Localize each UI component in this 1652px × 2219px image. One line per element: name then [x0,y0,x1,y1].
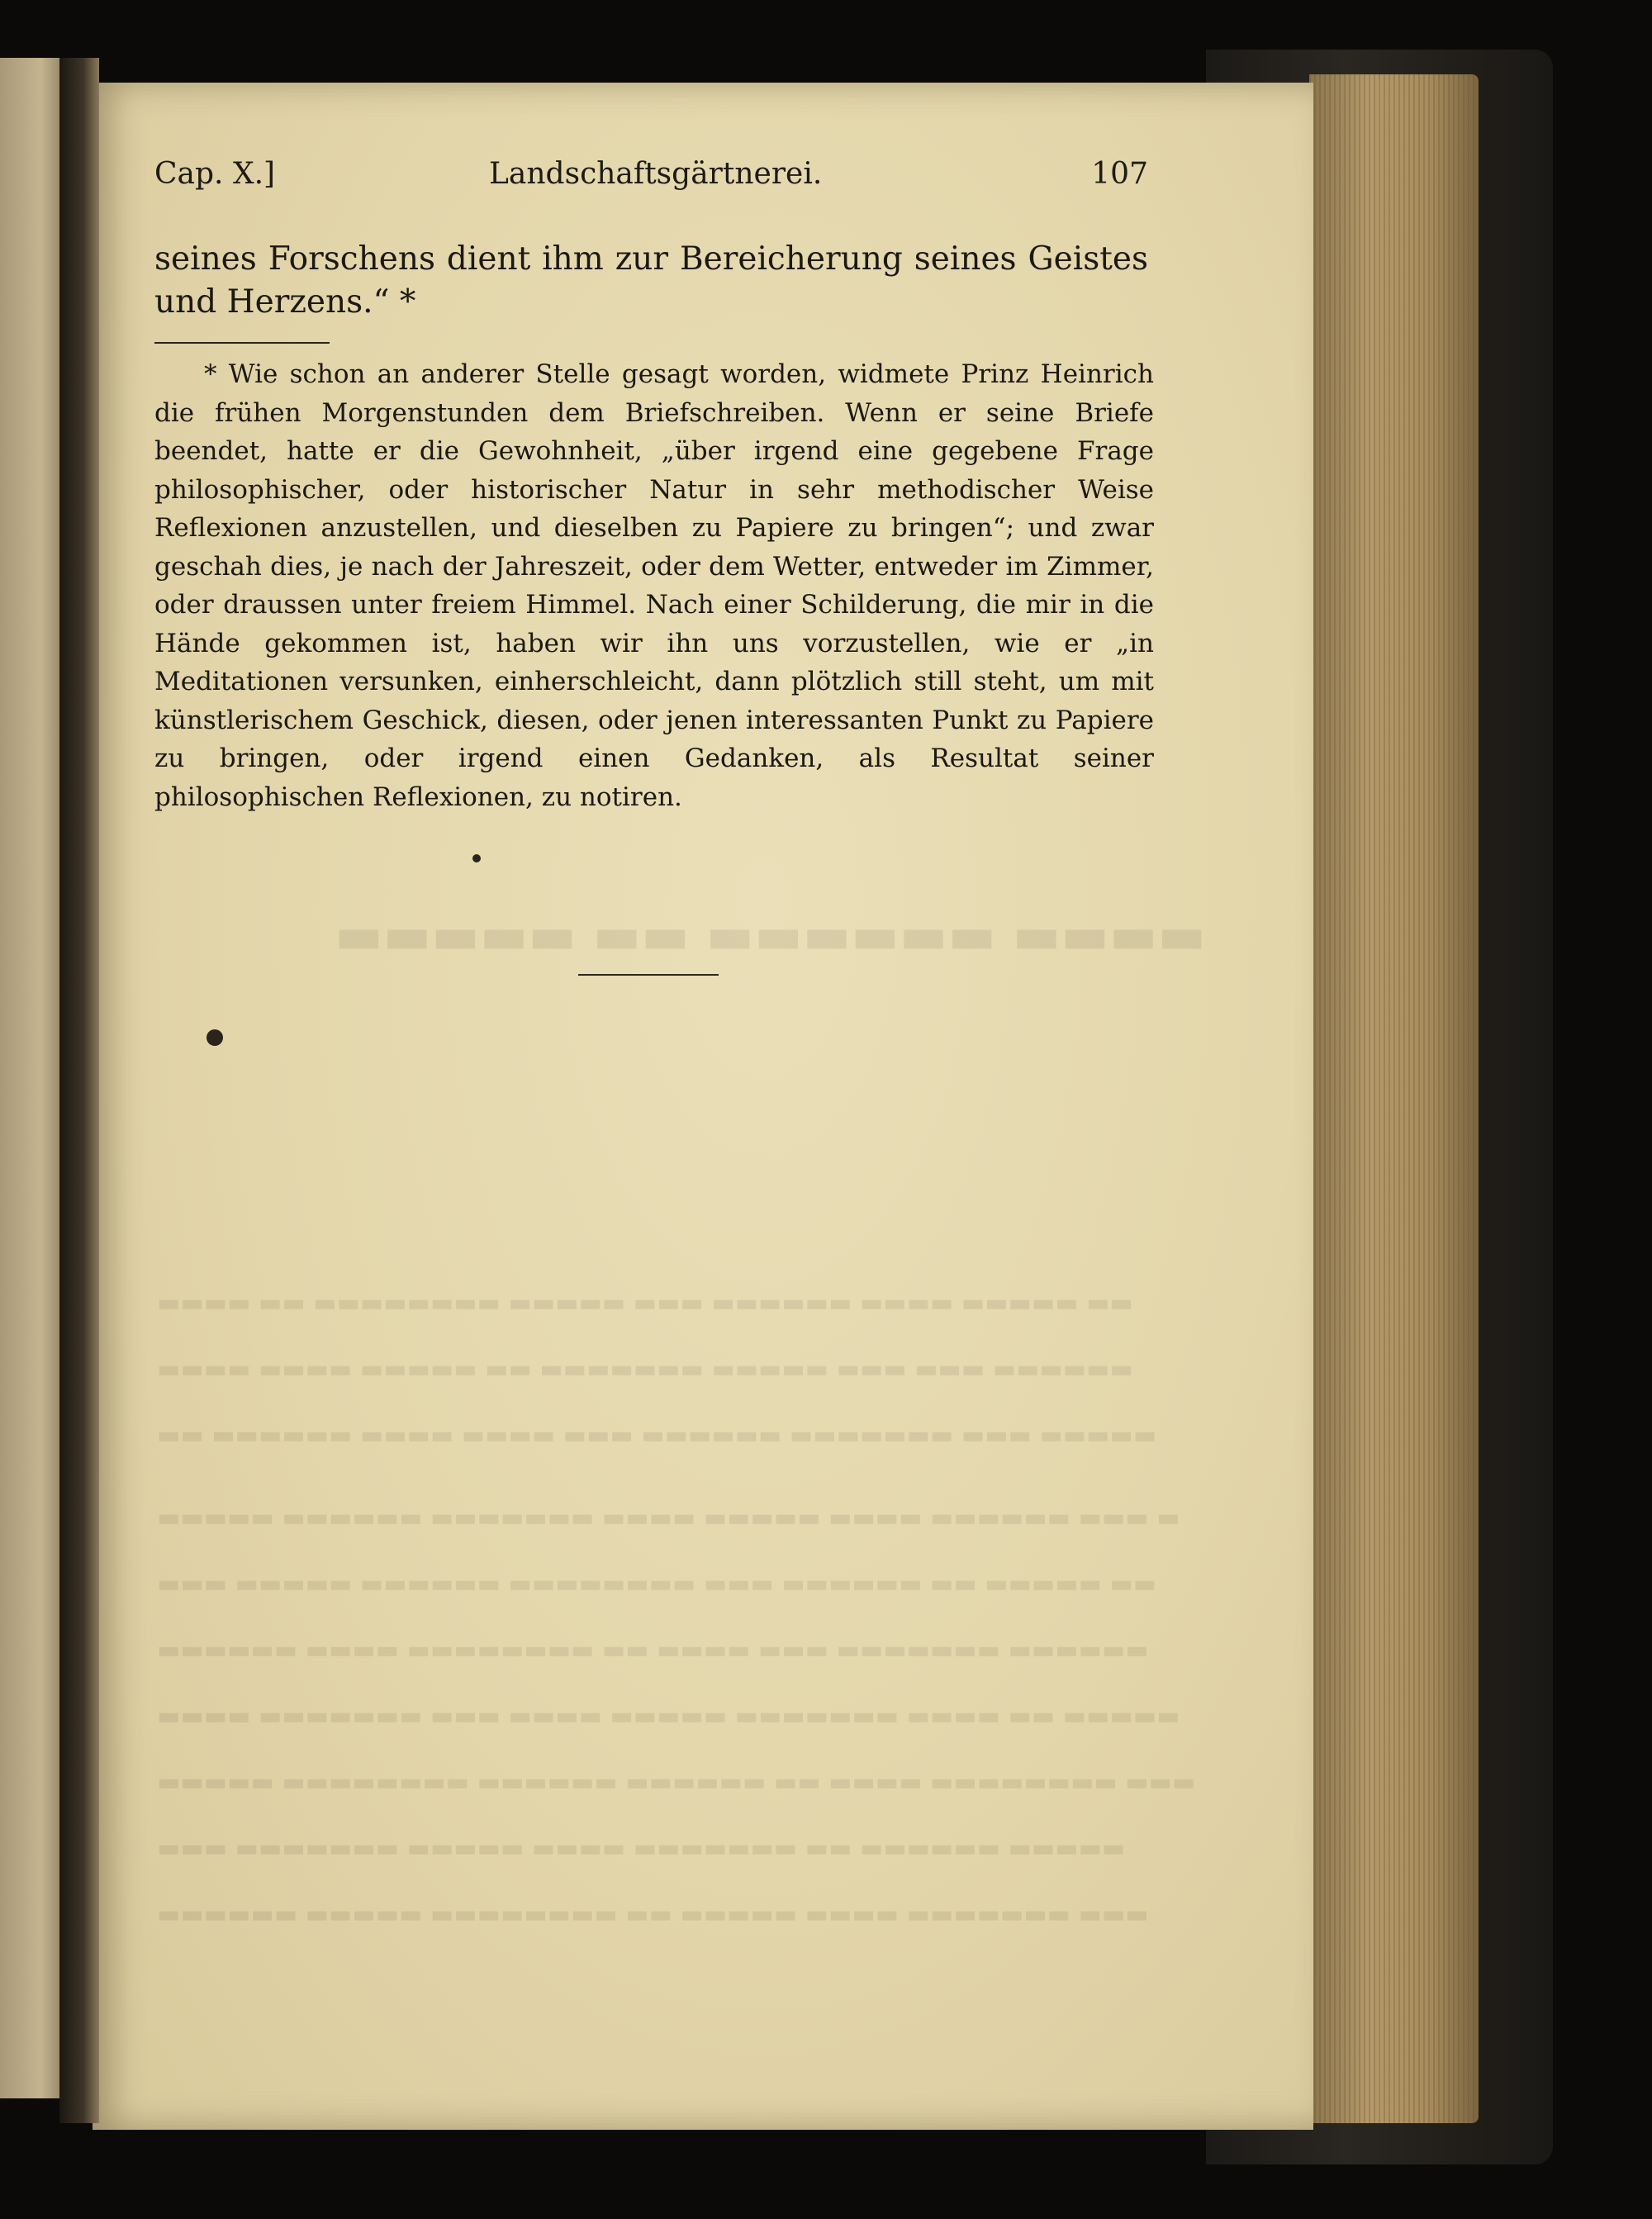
page-number: 107 [1091,157,1148,191]
show-through-line: ▬▬▬ ▬▬▬▬▬▬▬ ▬▬▬▬ ▬▬▬▬▬ ▬▬ ▬▬▬▬▬▬▬▬ ▬▬▬▬▬ ▬▬▬▬▬▬ [157,1900,1149,1929]
show-through-line: ▬▬ ▬▬▬▬▬ ▬▬▬▬ ▬▬▬▬▬▬ ▬▬▬ ▬▬▬▬▬ ▬▬▬▬▬▬▬▬ ▬▬ ▬▬▬▬ [157,1289,1133,1318]
show-through-line: ▬▬ ▬▬▬▬▬ ▬▬ ▬▬▬▬▬▬ ▬▬▬ ▬▬▬▬▬▬▬▬ ▬▬▬▬▬▬ ▬▬▬▬▬ ▬▬▬ [157,1570,1157,1599]
show-through-line: ▬▬▬▬▬ ▬▬ ▬▬▬▬ ▬▬▬▬▬▬▬ ▬▬▬▬▬ ▬▬▬▬ ▬▬▬ ▬▬▬▬▬▬▬ ▬▬▬▬ [157,1702,1180,1731]
ink-blot [206,1029,223,1046]
footnote-separator [154,342,330,344]
book-gutter [59,58,99,2123]
page-edges [1309,74,1479,2123]
show-through-line: ▬▬▬▬▬▬ ▬▬▬▬▬▬▬ ▬▬▬ ▬▬▬▬ ▬▬ ▬▬▬▬▬▬▬▬ ▬▬▬▬ ▬▬▬▬▬▬ [157,1636,1149,1665]
chapter-label: Cap. X.] [154,157,276,191]
main-text [154,238,1148,324]
body-paragraph: seines Forschens dient ihm zur Bereicherung seines Geistes und Herzens.“ * [154,240,1148,321]
footnote-text: * Wie schon an anderer Stelle gesagt worden, widmete Prinz Heinrich die frühen Morgenstunden dem Briefschreiben. Wenn er seine Briefe beendet, hatte er die Gewohnheit, „über irgend eine gegebene Frage philosophischer, oder historischer Natur in sehr methodischer Weise Reflexionen anzustellen, und dieselben zu Papiere zu bringen“; und zwar geschah dies, je nach der Jahreszeit, oder dem Wetter, entweder im Zimmer, oder draussen unter freiem Himmel. Nach einer Schilderung, die mir in die Hände gekommen ist, haben wir ihn uns vorzustellen, wie er „in Meditationen versunken, einherschleicht, dann plötzlich still steht, um mit künstlerischem Geschick, diesen, oder jenen interessanten Punkt zu Papiere zu bringen, oder irgend einen Gedanken, als Resultat seiner philosophischen Reflexionen, zu notiren. [154,359,1154,812]
show-through-line: ▬▬▬▬▬▬ ▬▬▬ ▬▬▬ ▬▬▬▬▬ ▬▬▬▬▬▬▬ ▬▬ ▬▬▬▬▬ ▬▬▬▬ ▬▬▬▬ [157,1355,1133,1384]
show-through-line: ▬▬▬▬▬ ▬▬▬▬▬▬ ▬▬ ▬▬▬▬▬▬▬ ▬▬▬▬ ▬▬▬▬▬ ▬▬▬▬▬▬▬ ▬▬▬ [157,1834,1126,1863]
show-through-title: ▬▬▬▬ ▬▬▬▬▬▬ ▬▬ ▬▬▬▬▬ [335,905,1206,965]
print-speck [472,854,481,862]
running-header [154,157,1148,198]
running-title: Landschaftsgärtnerei. [489,157,823,191]
decorative-rule [578,974,719,976]
show-through-line: ▬ ▬▬▬ ▬▬▬▬▬▬ ▬▬▬▬ ▬▬▬▬▬ ▬▬▬▬ ▬▬▬▬▬▬▬ ▬▬▬▬▬▬ ▬▬▬▬▬ [157,1504,1180,1532]
show-through-line: ▬▬▬▬▬ ▬▬▬ ▬▬▬▬▬▬▬ ▬▬▬▬▬▬ ▬▬▬ ▬▬▬▬ ▬▬▬▬ ▬▬▬▬▬▬ ▬▬ [157,1421,1157,1450]
show-through-line: ▬▬▬ ▬▬▬▬▬▬▬▬ ▬▬▬▬ ▬▬ ▬▬▬▬▬▬ ▬▬▬▬▬▬ ▬▬▬▬▬▬▬▬ ▬▬▬▬▬ [157,1768,1196,1797]
